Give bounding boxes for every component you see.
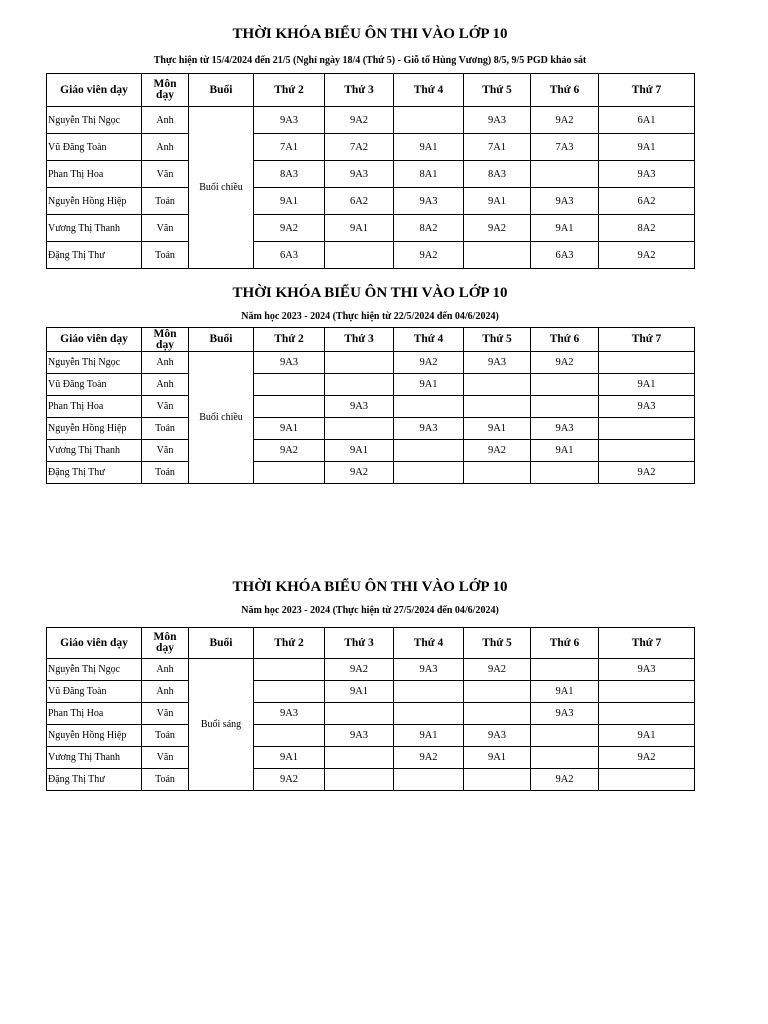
class-cell (531, 374, 599, 396)
table-row (47, 134, 695, 161)
session-cell: Buổi chiều (189, 352, 254, 484)
class-cell: 9A2 (254, 769, 325, 791)
class-cell (325, 703, 394, 725)
subject-cell: Anh (142, 352, 189, 374)
table-row (47, 440, 695, 462)
timetable (46, 73, 695, 269)
table-row (47, 161, 695, 188)
header-subject-line1: Môn (153, 327, 177, 340)
teacher-cell: Vũ Đăng Toàn (47, 374, 142, 396)
class-cell (599, 440, 695, 462)
class-cell: 9A2 (531, 352, 599, 374)
teacher-cell: Vương Thị Thanh (47, 440, 142, 462)
table-row (47, 769, 695, 791)
class-cell: 9A1 (254, 418, 325, 440)
class-cell: 9A2 (531, 769, 599, 791)
class-cell (254, 659, 325, 681)
class-cell: 7A2 (325, 134, 394, 161)
class-cell (464, 462, 531, 484)
class-cell (464, 769, 531, 791)
header-day: Thứ 4 (394, 74, 464, 107)
class-cell: 9A2 (531, 107, 599, 134)
header-day: Thứ 2 (254, 74, 325, 107)
class-cell (531, 161, 599, 188)
class-cell: 9A1 (394, 374, 464, 396)
class-cell: 9A2 (599, 747, 695, 769)
subject-cell: Toán (142, 725, 189, 747)
class-cell (394, 396, 464, 418)
class-cell (325, 352, 394, 374)
table-row (47, 659, 695, 681)
header-session: Buổi (189, 74, 254, 107)
header-day: Thứ 6 (531, 328, 599, 352)
header-subject (142, 628, 189, 659)
class-cell: 9A3 (531, 703, 599, 725)
header-day: Thứ 5 (464, 628, 531, 659)
teacher-cell: Nguyễn Hồng Hiệp (47, 725, 142, 747)
class-cell: 6A3 (531, 242, 599, 269)
header-day: Thứ 3 (325, 628, 394, 659)
table-row (47, 215, 695, 242)
class-cell: 9A3 (599, 396, 695, 418)
class-cell (254, 374, 325, 396)
class-cell (394, 107, 464, 134)
class-cell: 6A1 (599, 107, 695, 134)
subject-cell: Toán (142, 242, 189, 269)
header-subject-line1: Môn (153, 631, 177, 643)
class-cell (325, 418, 394, 440)
class-cell (254, 681, 325, 703)
class-cell: 9A2 (325, 462, 394, 484)
header-day: Thứ 7 (599, 328, 695, 352)
class-cell: 8A3 (464, 161, 531, 188)
class-cell: 9A2 (394, 747, 464, 769)
class-cell: 9A3 (531, 418, 599, 440)
subject-cell: Văn (142, 215, 189, 242)
class-cell: 9A1 (531, 681, 599, 703)
teacher-cell: Nguyễn Hồng Hiệp (47, 418, 142, 440)
class-cell: 9A3 (254, 352, 325, 374)
table-row (47, 703, 695, 725)
class-cell (394, 703, 464, 725)
subject-cell: Văn (142, 747, 189, 769)
class-cell: 9A3 (464, 107, 531, 134)
table-row (47, 242, 695, 269)
table-row (47, 418, 695, 440)
teacher-cell: Phan Thị Hoa (47, 396, 142, 418)
teacher-cell: Đặng Thị Thư (47, 462, 142, 484)
header-teacher: Giáo viên dạy (47, 328, 142, 352)
schedule-title: THỜI KHÓA BIỂU ÔN THI VÀO LỚP 10 (232, 26, 508, 42)
teacher-cell: Nguyễn Thị Ngọc (47, 659, 142, 681)
class-cell (464, 242, 531, 269)
class-cell (599, 769, 695, 791)
class-cell (531, 725, 599, 747)
header-subject-line1: Môn (153, 78, 177, 90)
class-cell: 9A1 (394, 134, 464, 161)
class-cell (599, 352, 695, 374)
teacher-cell: Vũ Đăng Toàn (47, 134, 142, 161)
class-cell: 9A2 (599, 462, 695, 484)
teacher-cell: Vương Thị Thanh (47, 747, 142, 769)
header-day: Thứ 4 (394, 628, 464, 659)
class-cell: 9A1 (325, 215, 394, 242)
header-day: Thứ 3 (325, 74, 394, 107)
header-row (47, 328, 695, 352)
class-cell: 9A3 (531, 188, 599, 215)
class-cell: 7A3 (531, 134, 599, 161)
class-cell: 9A3 (254, 107, 325, 134)
header-row (47, 628, 695, 659)
header-day: Thứ 4 (394, 328, 464, 352)
timetable (46, 327, 695, 484)
class-cell: 9A2 (325, 659, 394, 681)
header-day: Thứ 7 (599, 628, 695, 659)
session-cell: Buổi sáng (189, 659, 254, 791)
class-cell (325, 242, 394, 269)
class-cell (531, 747, 599, 769)
subject-cell: Toán (142, 769, 189, 791)
class-cell: 9A1 (254, 747, 325, 769)
subject-cell: Anh (142, 107, 189, 134)
class-cell (254, 462, 325, 484)
table-row (47, 374, 695, 396)
schedule-subtitle: Thực hiện từ 15/4/2024 đến 21/5 (Nghỉ ngày 18/4 (Thứ 5) - Giỗ tổ Hùng Vương) 8/5, 9/5 PGD khảo sát (153, 55, 587, 66)
header-day: Thứ 2 (254, 628, 325, 659)
table-row (47, 107, 695, 134)
header-day: Thứ 5 (464, 328, 531, 352)
class-cell (531, 462, 599, 484)
class-cell (394, 681, 464, 703)
table-row (47, 725, 695, 747)
header-day: Thứ 3 (325, 328, 394, 352)
class-cell (254, 396, 325, 418)
class-cell (325, 769, 394, 791)
class-cell (254, 725, 325, 747)
schedule-subtitle: Năm học 2023 - 2024 (Thực hiện từ 22/5/2024 đến 04/6/2024) (241, 311, 499, 322)
class-cell: 9A2 (464, 659, 531, 681)
class-cell: 9A2 (464, 215, 531, 242)
class-cell: 8A2 (599, 215, 695, 242)
class-cell: 9A1 (325, 681, 394, 703)
class-cell: 9A2 (254, 440, 325, 462)
header-subject-line2: dạy (156, 89, 174, 101)
table-row (47, 352, 695, 374)
header-row (47, 74, 695, 107)
class-cell: 7A1 (254, 134, 325, 161)
class-cell (464, 681, 531, 703)
table-row (47, 462, 695, 484)
class-cell: 8A2 (394, 215, 464, 242)
schedule-title: THỜI KHÓA BIỂU ÔN THI VÀO LỚP 10 (232, 579, 508, 595)
class-cell (599, 703, 695, 725)
subject-cell: Văn (142, 161, 189, 188)
class-cell: 6A2 (325, 188, 394, 215)
header-teacher: Giáo viên dạy (47, 74, 142, 107)
class-cell: 9A2 (394, 352, 464, 374)
class-cell (325, 374, 394, 396)
class-cell: 9A3 (464, 725, 531, 747)
teacher-cell: Đặng Thị Thư (47, 242, 142, 269)
class-cell: 9A3 (254, 703, 325, 725)
subject-cell: Văn (142, 440, 189, 462)
class-cell: 9A3 (599, 659, 695, 681)
class-cell: 9A1 (599, 725, 695, 747)
class-cell (394, 769, 464, 791)
subject-cell: Anh (142, 681, 189, 703)
class-cell: 9A3 (325, 725, 394, 747)
subject-cell: Văn (142, 396, 189, 418)
teacher-cell: Vương Thị Thanh (47, 215, 142, 242)
class-cell: 9A3 (325, 396, 394, 418)
class-cell: 9A1 (464, 747, 531, 769)
class-cell (464, 396, 531, 418)
class-cell (464, 374, 531, 396)
header-day: Thứ 6 (531, 628, 599, 659)
teacher-cell: Phan Thị Hoa (47, 161, 142, 188)
teacher-cell: Vũ Đăng Toàn (47, 681, 142, 703)
class-cell (599, 681, 695, 703)
schedule-title: THỜI KHÓA BIỂU ÔN THI VÀO LỚP 10 (232, 285, 508, 301)
class-cell: 9A2 (325, 107, 394, 134)
header-subject (142, 74, 189, 107)
class-cell (464, 703, 531, 725)
teacher-cell: Đặng Thị Thư (47, 769, 142, 791)
header-day: Thứ 2 (254, 328, 325, 352)
subject-cell: Anh (142, 374, 189, 396)
header-subject (142, 328, 189, 352)
class-cell: 7A1 (464, 134, 531, 161)
table-row (47, 747, 695, 769)
header-subject-line2: dạy (156, 338, 174, 351)
header-teacher: Giáo viên dạy (47, 628, 142, 659)
schedule-subtitle: Năm học 2023 - 2024 (Thực hiện từ 27/5/2024 đến 04/6/2024) (241, 605, 499, 616)
class-cell: 9A1 (254, 188, 325, 215)
class-cell: 9A2 (394, 242, 464, 269)
header-subject-line2: dạy (156, 642, 174, 654)
class-cell: 9A3 (394, 188, 464, 215)
class-cell: 9A1 (599, 374, 695, 396)
header-day: Thứ 6 (531, 74, 599, 107)
teacher-cell: Nguyễn Hồng Hiệp (47, 188, 142, 215)
class-cell: 9A2 (599, 242, 695, 269)
class-cell: 6A3 (254, 242, 325, 269)
class-cell: 9A1 (531, 215, 599, 242)
class-cell: 9A3 (394, 418, 464, 440)
class-cell: 9A1 (394, 725, 464, 747)
class-cell (599, 418, 695, 440)
header-day: Thứ 7 (599, 74, 695, 107)
class-cell: 6A2 (599, 188, 695, 215)
class-cell: 9A3 (394, 659, 464, 681)
subject-cell: Anh (142, 659, 189, 681)
teacher-cell: Phan Thị Hoa (47, 703, 142, 725)
class-cell: 9A1 (464, 188, 531, 215)
timetable (46, 627, 695, 791)
subject-cell: Toán (142, 418, 189, 440)
table-row (47, 681, 695, 703)
class-cell: 8A3 (254, 161, 325, 188)
class-cell (531, 659, 599, 681)
subject-cell: Anh (142, 134, 189, 161)
class-cell: 9A1 (325, 440, 394, 462)
subject-cell: Toán (142, 188, 189, 215)
class-cell: 9A3 (325, 161, 394, 188)
class-cell: 9A3 (599, 161, 695, 188)
class-cell (394, 462, 464, 484)
header-session: Buổi (189, 328, 254, 352)
class-cell: 9A1 (599, 134, 695, 161)
class-cell: 9A1 (464, 418, 531, 440)
class-cell (394, 440, 464, 462)
teacher-cell: Nguyễn Thị Ngọc (47, 352, 142, 374)
class-cell: 9A2 (464, 440, 531, 462)
class-cell: 8A1 (394, 161, 464, 188)
teacher-cell: Nguyễn Thị Ngọc (47, 107, 142, 134)
table-row (47, 396, 695, 418)
session-cell: Buổi chiều (189, 107, 254, 269)
table-row (47, 188, 695, 215)
class-cell (325, 747, 394, 769)
class-cell (531, 396, 599, 418)
header-session: Buổi (189, 628, 254, 659)
class-cell: 9A1 (531, 440, 599, 462)
class-cell: 9A2 (254, 215, 325, 242)
subject-cell: Văn (142, 703, 189, 725)
header-day: Thứ 5 (464, 74, 531, 107)
class-cell: 9A3 (464, 352, 531, 374)
subject-cell: Toán (142, 462, 189, 484)
